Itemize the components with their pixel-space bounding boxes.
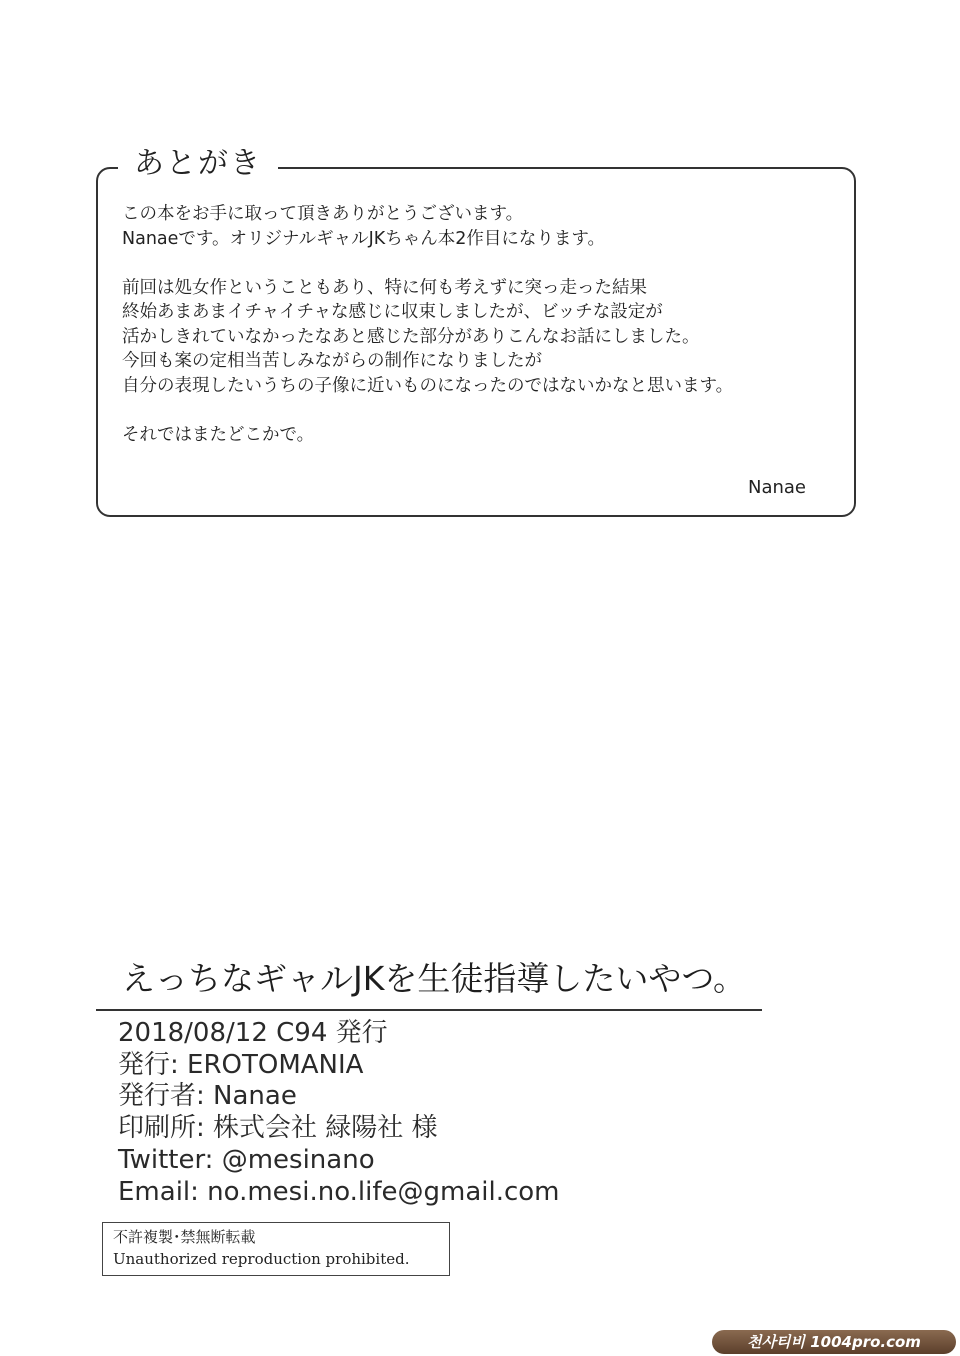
paragraph-gap <box>122 398 842 423</box>
afterword-title: あとがき <box>118 142 278 186</box>
afterword-signature: Nanae <box>748 477 807 498</box>
site-watermark: 천사티비 1004pro.com <box>712 1330 956 1354</box>
notice-english: Unauthorized reproduction prohibited. <box>113 1250 410 1268</box>
paragraph-gap <box>122 251 842 276</box>
author: 発行者: Nanae <box>118 1081 297 1112</box>
colophon-details <box>118 1018 560 1208</box>
email-address: Email: no.mesi.no.life@gmail.com <box>118 1176 560 1207</box>
afterword-line: Nanaeです。オリジナルギャルJKちゃん本2作目になります。 <box>122 228 605 249</box>
title-divider <box>96 1009 762 1011</box>
issue-date: 2018/08/12 C94 発行 <box>118 1018 388 1048</box>
publisher: 発行: EROTOMANIA <box>118 1049 364 1080</box>
book-title: えっちなギャルJKを生徒指導したいやつ。 <box>122 959 747 998</box>
afterword-line: それではまたどこかで。 <box>122 424 315 445</box>
printer: 印刷所: 株式会社 緑陽社 様 <box>118 1113 438 1144</box>
notice-japanese: 不許複製･禁無断転載 <box>113 1228 256 1246</box>
twitter-handle: Twitter: @mesinano <box>118 1144 375 1175</box>
afterword-line: 活かしきれていなかったなあと感じた部分がありこんなお話にしました。 <box>122 326 700 347</box>
afterword-line: 自分の表現したいうちの子像に近いものになったのではないかなと思います。 <box>122 375 734 396</box>
copyright-notice <box>102 1222 450 1276</box>
afterword-body <box>122 202 842 447</box>
afterword-line: 前回は処女作ということもあり、特に何も考えずに突っ走った結果 <box>122 277 647 298</box>
afterword-line: 終始あまあまイチャイチャな感じに収束しましたが、ビッチな設定が <box>122 302 663 322</box>
afterword-line: 今回も案の定相当苦しみながらの制作になりましたが <box>122 351 542 371</box>
afterword-line: この本をお手に取って頂きありがとうございます。 <box>122 204 524 224</box>
